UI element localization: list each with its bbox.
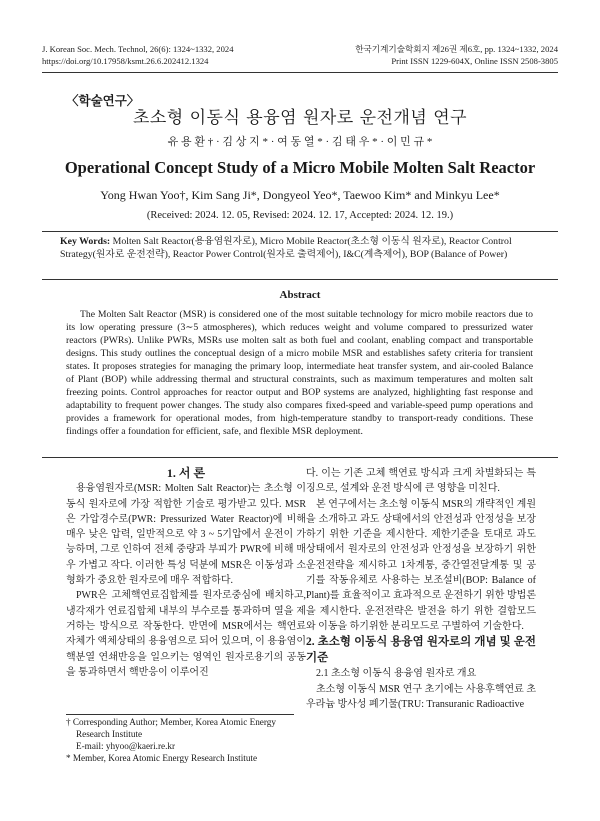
title-korean: 초소형 이동식 용융염 원자로 운전개념 연구 [132,108,468,128]
footnote-rule [66,714,294,715]
authors-english: Yong Hwan Yoo†, Kim Sang Ji*, Dongyeol Yeo*, Taewoo Kim* and Minkyu Lee* [100,188,500,202]
header-rule [42,72,558,73]
footnote-email[interactable]: E-mail: yhyoo@kaeri.re.kr [76,741,176,751]
abstract-heading: Abstract [279,289,321,301]
subsection-2-1-heading: 2.1 초소형 이동식 용융염 원자로 개요 [316,668,477,680]
journal-citation-ko: 한국기계기술학회지 제26권 제6호, pp. 1324~1332, 2024 [355,44,558,54]
paragraph: 초소형 이동식 MSR 연구 초기에는 사용후핵연료 초우라늄 방사성 폐기물(TRU: Transuranic Radioactive [306,683,536,710]
article-category: 〈학술연구〉 [66,93,140,108]
section-1-heading: 1. 서 론 [166,466,206,480]
doi-link[interactable]: https://doi.org/10.17958/ksmt.26.6.202412.1324 [42,56,209,66]
abstract-bottom-rule [42,457,558,458]
keywords-text: Molten Salt Reactor(용융염원자로), Micro Mobile Reactor(초소형 이동식 원자로), Reactor Control Strategy(원자로 운전전략), Reactor Power Control(원자로 출력제어), I&C(계측제어), BOP (Balance of Power) [60,236,512,260]
authors-korean: 유 용 환 † · 김 상 지 * · 여 동 열 * · 김 태 우 * · 이 민 규 * [167,136,433,148]
footnote-member: * Member, Korea Atomic Energy Research Institute [66,753,258,763]
title-english: Operational Concept Study of a Micro Mobile Molten Salt Reactor [64,158,536,177]
body-column-right [306,466,536,712]
section-2-heading: 2. 초소형 이동식 용융염 원자로의 개념 및 운전 기준 [306,636,536,665]
keywords-label: Key Words: [60,236,111,247]
journal-header-left [42,43,234,67]
keywords-top-rule [42,231,558,232]
paragraph: PWR은 고체핵연료집합체를 원자로중심에 배치하고, 냉각재가 연료집합체 내부의 부수로를 통과하며 열을 제거하는 방식으로 작동한다. 반면에 MSR에서는 핵연료 자체가 액체상태의 용융염으로 되어 있으며, 이 용융염이 핵분열 연쇄반응을 일으키는 영역인 원자로용기의 공동을 통과하면서 핵반응이 이루어진 [66,590,306,678]
keywords-bottom-rule [42,279,558,280]
keywords [60,235,540,261]
received-dates: (Received: 2024. 12. 05, Revised: 2024. 12. 17, Accepted: 2024. 12. 19.) [146,210,454,221]
footnotes [66,714,306,764]
body-column-left [66,466,306,680]
paragraph: 본 연구에서는 초소형 이동식 MSR의 개략적인 계원을 소개하고 과도 상태에서의 안전성과 안정성을 보장하기 위한 기준을 제시한다. 제한기준을 토대로 과도상태에서 원자로의 안전성과 안정성을 보장하기 위한 운전전략을 제시하고 1차계통, 중간열전달계통 및 공기를 작동유체로 사용하는 보조설비(BOP: Balance of Plant)를 효율적이고 효과적으로 운전하기 위한 방법론을 제시한다. 운전전략은 발전을 하기 위한 결합모드와 이동을 하기위한 분리모드로 구별하여 기술한다. [306,498,536,632]
paragraph: 다. 이는 기존 고체 핵연료 방식과 크게 차별화되는 특징으로, 설계와 운전 방식에 큰 영향을 미친다. [306,468,536,495]
footnote-corresponding: † Corresponding Author; Member, Korea Atomic Energy Research Institute [66,717,276,739]
journal-citation: J. Korean Soc. Mech. Technol, 26(6): 1324~1332, 2024 [42,44,234,54]
abstract-text: The Molten Salt Reactor (MSR) is considered one of the most suitable technology for micro mobile reactors due to its low operating pressure (3∼5 atmospheres), which reduces weight and volume compared to pressurized water reactors (PWRs). Unlike PWRs, MSRs use molten salt as both fuel and coolant, enabling compact and transportable designs. This study outlines the conceptual design of a micro mobile MSR and establishes safety criteria for transient states. It proposes strategies for managing the primary loop, intermediate heat transfer system, and air-cooled Balance of Plant (BOP) while addressing thermal and structural constraints, such as maximum temperatures and molten salt freezing points. Control approaches for reactor output and BOP systems are analyzed, highlighting fast response and adaptability to frequent power changes. The study also compares fixed-speed and variable-speed pump operations and provides a framework for operational modes, from high-temperature standby to transport-ready conditions. These findings offer a foundation for efficient, safe, and flexible MSR deployment. [66,309,533,437]
journal-header-right [355,43,558,67]
paragraph: 용융염원자로(MSR: Molten Salt Reactor)는 초소형 이동식 원자로에 가장 적합한 기술로 평가받고 있다. MSR은 가압경수로(PWR: Pressurized Water Reactor)에 비해 매우 낮은 압력, 일반적으로 약 3 ~ 5기압에서 운전이 가능하며, 그로 인하여 전체 중량과 부피가 PWR에 비해 매우 가볍고 작다. 이러한 특성 덕분에 MSR은 이동성과 소형화가 중요한 원자로에 매우 적합하다. [66,483,306,587]
issn: Print ISSN 1229-604X, Online ISSN 2508-3805 [391,56,558,66]
